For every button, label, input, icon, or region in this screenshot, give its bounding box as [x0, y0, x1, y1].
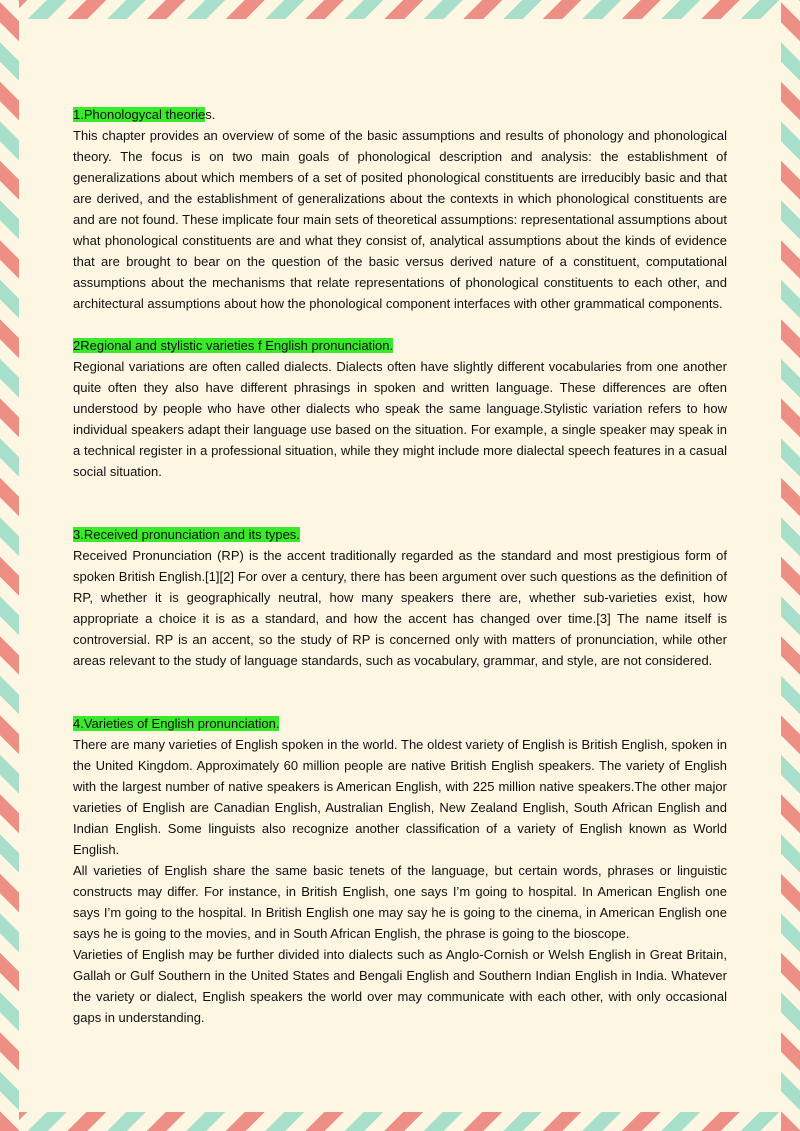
heading-highlight: 3.Received pronunciation and its types.: [73, 527, 300, 542]
document-body: [73, 104, 727, 1028]
airmail-border-left: [0, 0, 19, 1131]
paragraph: Varieties of English may be further divided into dialects such as Anglo-Cornish or Welsh English in Great Britain, Gallah or Gulf Southern in the United States and Bengali English and Southern Indian English in India. Whatever the variety or dialect, English speakers the world over may communicate with each other, with only occasional gaps in understanding.: [73, 947, 727, 1025]
heading-suffix: s.: [205, 107, 216, 122]
section-phonological-theories: [73, 104, 727, 314]
paragraph: This chapter provides an overview of some of the basic assumptions and results of phonology and phonological theory. The focus is on two main goals of phonological description and analysis: the establishment of generalizations about which members of a set of posited phonological constituents are irreducibly basic and that are derived, and the establishment of generalizations about the contexts in which phonological constituents are and are not found. These implicate four main sets of theoretical assumptions: representational assumptions about what phonological constituents are and what they consist of, analytical assumptions about the kinds of evidence that are brought to bear on the question of the basic versus derived nature of a constituent, computational assumptions about the mechanisms that relate representations of phonological constituents to each other, and architectural assumptions about how the phonological component interfaces with other grammatical components.: [73, 128, 727, 311]
airmail-border-top: [0, 0, 800, 19]
section-heading: [73, 713, 727, 734]
paragraph: There are many varieties of English spoken in the world. The oldest variety of English is British English, spoken in the United Kingdom. Approximately 60 million people are native British English speakers. The variety of English with the largest number of native speakers is American English, with 225 million native speakers.The other major varieties of English are Canadian English, Australian English, New Zealand English, South African English and Indian English. Some linguists also recognize another classification of a variety of English known as World English.: [73, 737, 727, 857]
heading-highlight: 2Regional and stylistic varieties f English pronunciation.: [73, 338, 394, 353]
paragraph: Regional variations are often called dialects. Dialects often have slightly different vocabularies from one another quite often they also have different phrasings in spoken and written language. These differences are often understood by people who have other dialects who speak the same language.Stylistic variation refers to how individual speakers adapt their language use based on the situation. For example, a single speaker may speak in a technical register in a professional situation, while they might include more dialectal speech features in a casual social situation.: [73, 359, 727, 479]
heading-highlight: 4.Varieties of English pronunciation.: [73, 716, 280, 731]
heading-highlight: 1.Phonologycal theorie: [73, 107, 206, 122]
section-varieties-of-english: [73, 713, 727, 1028]
section-heading: [73, 104, 727, 125]
section-regional-varieties: [73, 335, 727, 482]
section-heading: [73, 335, 727, 356]
airmail-border-right: [781, 0, 800, 1131]
paragraph: All varieties of English share the same basic tenets of the language, but certain words, phrases or linguistic constructs may differ. For instance, in British English, one says I’m going to hospital. In American English one says I’m going to the hospital. In British English one may say he is going to the cinema, in American English one says he is going to the movies, and in South African English, the phrase is going to the bioscope.: [73, 863, 727, 941]
section-received-pronunciation: [73, 524, 727, 671]
paragraph: Received Pronunciation (RP) is the accent traditionally regarded as the standard and most prestigious form of spoken British English.[1][2] For over a century, there has been argument over such questions as the definition of RP, whether it is geographically neutral, how many speakers there are, whether sub-varieties exist, how appropriate a choice it is as a standard, and how the accent has changed over time.[3] The name itself is controversial. RP is an accent, so the study of RP is concerned only with matters of pronunciation, while other areas relevant to the study of language standards, such as vocabulary, grammar, and style, are not considered.: [73, 548, 727, 668]
section-heading: [73, 524, 727, 545]
airmail-border-bottom: [0, 1112, 800, 1131]
